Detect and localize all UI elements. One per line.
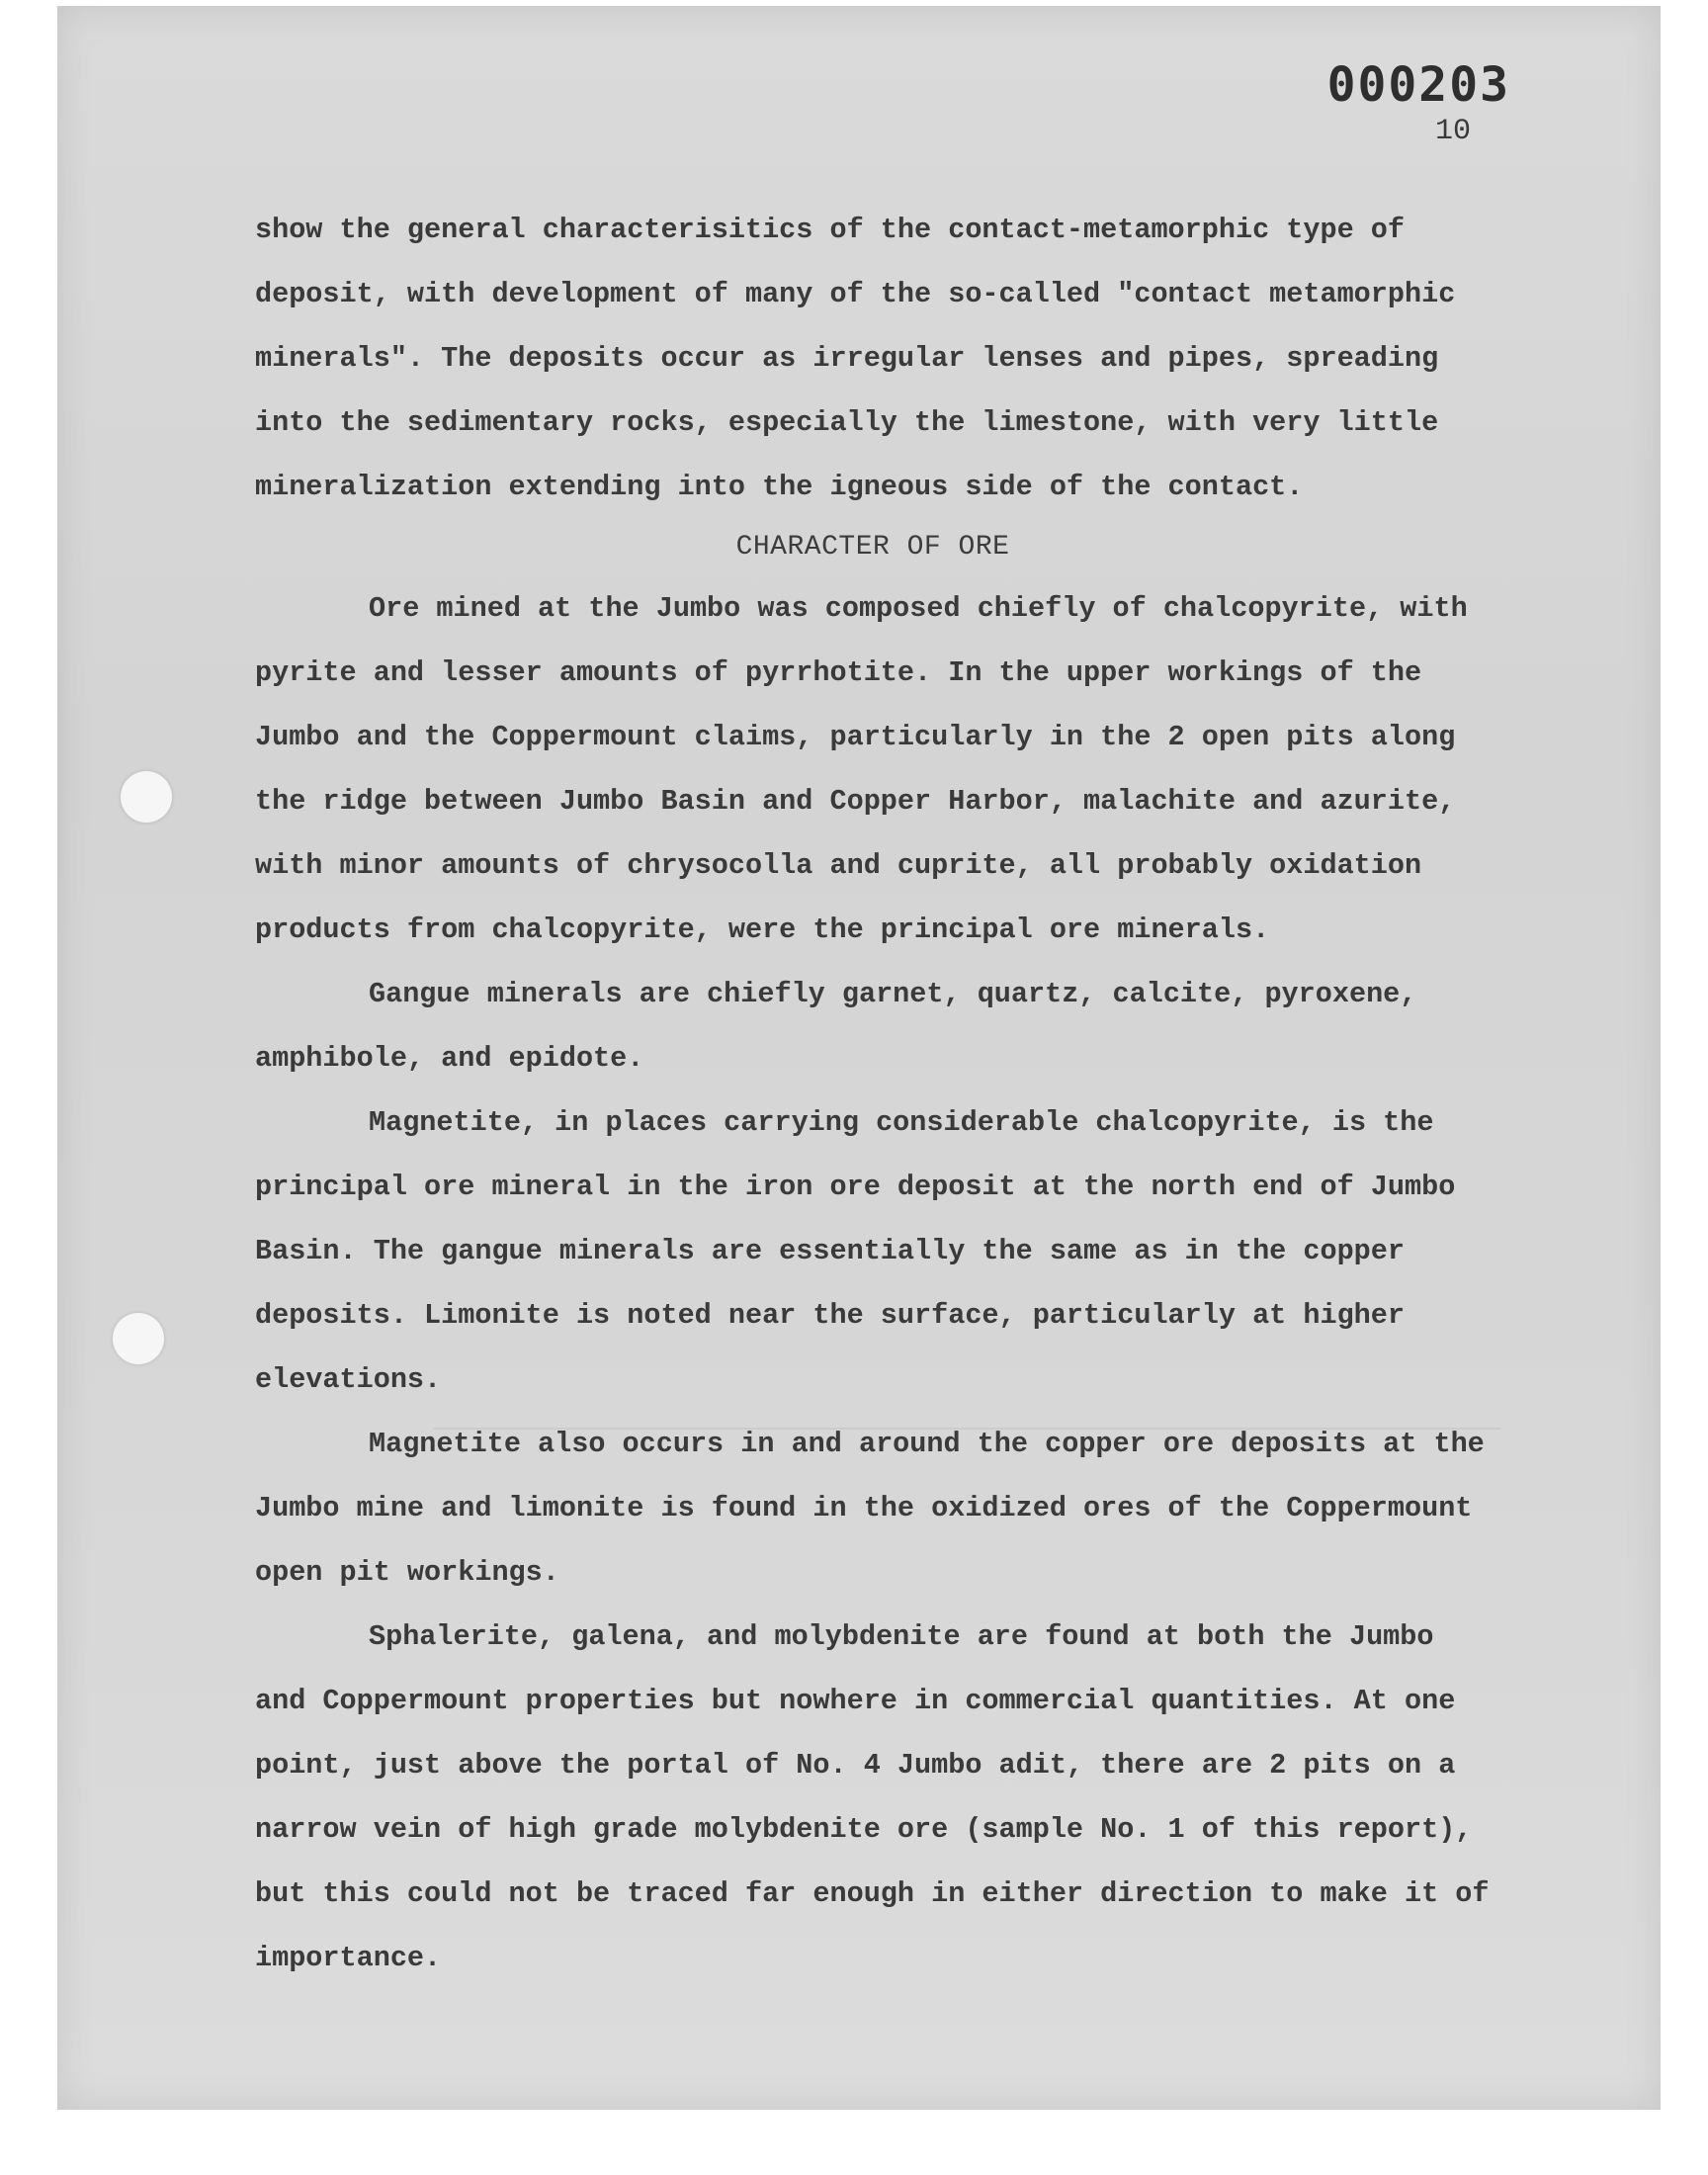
paragraph-magnetite-iron-ore: Magnetite, in places carrying considerable chalcopyrite, is the principal ore mineral in the iron ore deposit at the north end of Jumbo Basin. The gangue minerals are essentially the same as in the copper deposits. Limonite is noted near the surface, particularly at higher elevations. — [255, 1106, 1456, 1396]
paragraph-ore-composition: Ore mined at the Jumbo was composed chiefly of chalcopyrite, with pyrite and lesser amounts of pyrrhotite. In the upper workings of the Jumbo and the Coppermount claims, particularly in the 2 open pits along the ridge between Jumbo Basin and Copper Harbor, malachite and azurite, with minor amounts of chrysocolla and cuprite, all probably oxidation products from chalcopyrite, were the principal ore minerals. — [255, 592, 1468, 946]
punch-hole-icon — [113, 1313, 164, 1364]
document-body — [255, 198, 1491, 1990]
paragraph-magnetite-copper-ore: Magnetite also occurs in and around the copper ore deposits at the Jumbo mine and limonite is found in the oxidized ores of the Coppermount open pit workings. — [255, 1428, 1485, 1589]
opening-paragraph: show the general characterisitics of the contact-metamorphic type of deposit, with development of many of the so-called "contact metamorphic minerals". The deposits occur as irregular lenses and pipes, spreading into the sedimentary rocks, especially the limestone, with very little mineralization extending into the igneous side of the contact. — [255, 214, 1456, 503]
paragraph-gangue-minerals: Gangue minerals are chiefly garnet, quartz, calcite, pyroxene, amphibole, and epidote. — [255, 978, 1417, 1075]
punch-hole-icon — [121, 771, 172, 823]
document-number: 000203 — [1326, 57, 1510, 113]
paragraph-sphalerite-galena-molybdenite: Sphalerite, galena, and molybdenite are found at both the Jumbo and Coppermount properties but nowhere in commercial quantities. At one point, just above the portal of No. 4 Jumbo adit, there are 2 pits on a narrow vein of high grade molybdenite ore (sample No. 1 of this report), but this could not be traced far enough in either direction to make it of importance. — [255, 1620, 1490, 1974]
page-number: 10 — [1434, 115, 1471, 148]
section-heading: CHARACTER OF ORE — [735, 532, 1010, 563]
